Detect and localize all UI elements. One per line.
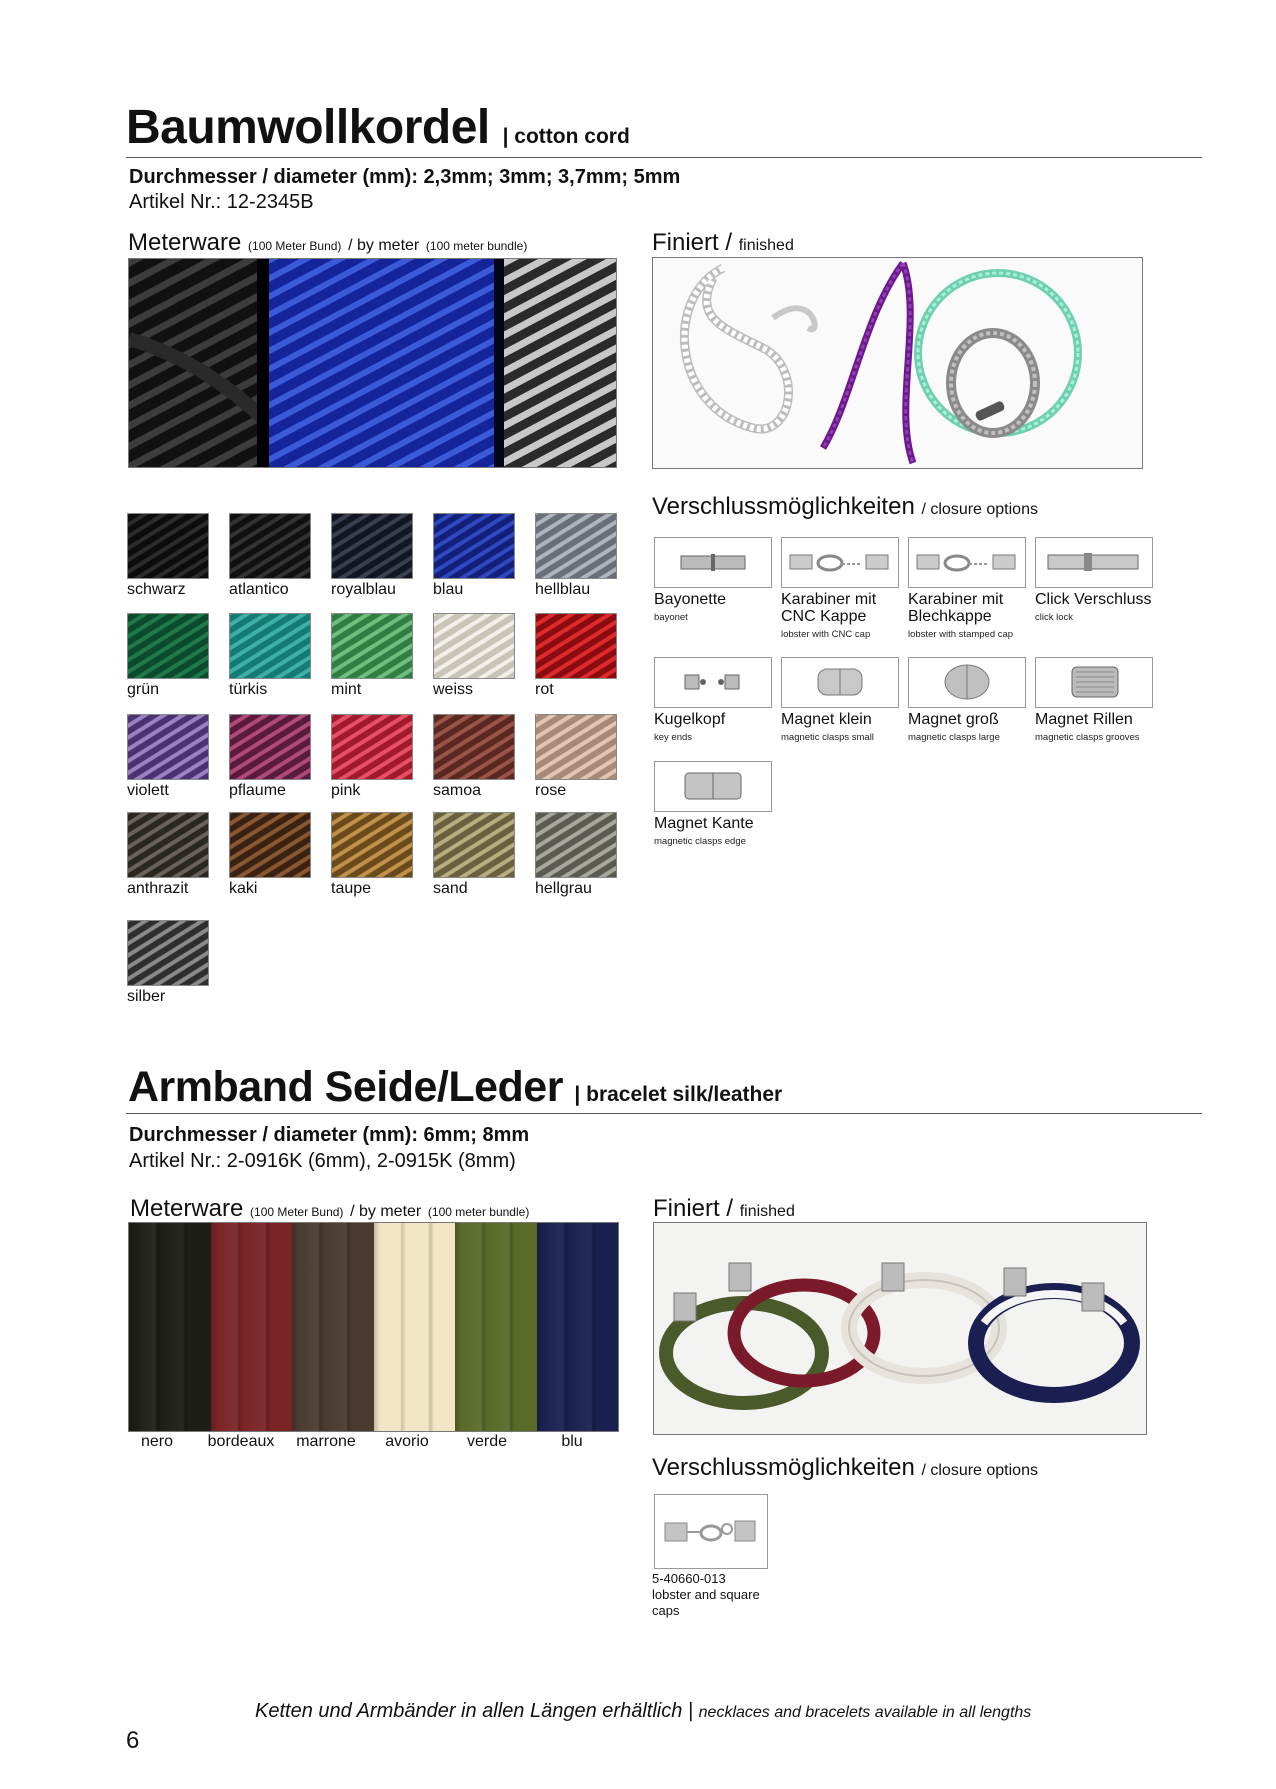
color-swatch xyxy=(331,613,413,679)
color-swatch xyxy=(433,714,515,780)
closure-name xyxy=(654,815,754,832)
section-title-cotton-cord: Baumwollkordel | cotton cord xyxy=(126,101,630,154)
color-swatch xyxy=(127,812,209,878)
closure-option-box xyxy=(781,537,899,588)
band-strip xyxy=(211,1223,293,1431)
color-swatch xyxy=(433,513,515,579)
clasp-icon xyxy=(1036,658,1152,707)
closure-name xyxy=(908,591,1003,625)
page-number: 6 xyxy=(126,1727,140,1754)
closure-name-line: Magnet Rillen xyxy=(1035,711,1133,728)
closure-option-box xyxy=(654,761,772,812)
clasp-icon xyxy=(782,658,898,707)
closure-option-box xyxy=(1035,537,1153,588)
closure-options-heading: Verschlussmöglichkeiten / closure options xyxy=(652,1454,1038,1481)
swatch-label: anthrazit xyxy=(127,880,189,897)
bracelet-bands-photo xyxy=(128,1222,619,1432)
swatch-label: schwarz xyxy=(127,581,186,598)
swatch-label: blau xyxy=(433,581,464,598)
meterware-heading: Meterware (100 Meter Bund) / by meter (100 meter bundle) xyxy=(130,1195,530,1222)
closure-option-box xyxy=(781,657,899,708)
closure-name-line: CNC Kappe xyxy=(781,608,867,625)
swatch-label: kaki xyxy=(229,880,258,897)
color-swatch xyxy=(229,613,311,679)
band-label: verde xyxy=(466,1433,508,1450)
clasp-code: 5-40660-013 xyxy=(652,1571,726,1586)
swatch-label: violett xyxy=(127,782,169,799)
closure-option-box xyxy=(1035,657,1153,708)
color-swatch xyxy=(229,513,311,579)
closure-subtitle: magnetic clasps small xyxy=(781,732,874,743)
color-swatch xyxy=(331,812,413,878)
swatch-label: rose xyxy=(535,782,567,799)
closure-option-box xyxy=(654,657,772,708)
color-swatch xyxy=(433,613,515,679)
closure-name-line: Magnet groß xyxy=(908,711,999,728)
closure-name xyxy=(1035,711,1133,728)
article-number: Artikel Nr.: 12-2345B xyxy=(129,191,314,213)
lobster-clasp-icon xyxy=(655,1495,767,1568)
swatch-label: hellblau xyxy=(535,581,591,598)
closure-option-box xyxy=(908,537,1026,588)
swatch-label: mint xyxy=(331,681,362,698)
article-number: Artikel Nr.: 2-0916K (6mm), 2-0915K (8mm) xyxy=(129,1150,516,1172)
color-swatch xyxy=(127,920,209,986)
closure-name-line: Magnet klein xyxy=(781,711,872,728)
swatch-label: atlantico xyxy=(229,581,289,598)
swatch-label: grün xyxy=(127,681,160,698)
band-label: nero xyxy=(140,1433,174,1450)
footer-note: Ketten und Armbänder in allen Längen erhältlich | necklaces and bracelets available in all lengths xyxy=(255,1700,1032,1722)
finished-bracelets-photo xyxy=(653,1222,1147,1435)
color-swatch xyxy=(127,613,209,679)
band-label: avorio xyxy=(385,1433,429,1450)
closure-name-line: Bayonette xyxy=(654,591,727,608)
swatch-label: türkis xyxy=(229,681,268,698)
closure-name-line: Blechkappe xyxy=(908,608,992,625)
section-subtitle: | cotton cord xyxy=(502,125,630,148)
finished-necklaces-photo xyxy=(652,257,1143,469)
finished-heading: Finiert / finished xyxy=(652,229,794,256)
closure-subtitle: bayonet xyxy=(654,612,688,623)
necklaces-image xyxy=(653,258,1142,468)
cord-spools-image xyxy=(129,259,616,467)
band-strip xyxy=(129,1223,211,1431)
color-swatch xyxy=(535,714,617,780)
closure-name xyxy=(654,591,726,608)
closure-option-box xyxy=(654,537,772,588)
bracelets-image xyxy=(654,1223,1146,1434)
swatch-label: rot xyxy=(535,681,554,698)
closure-name xyxy=(654,711,725,728)
lobster-square-caps-box xyxy=(654,1494,768,1569)
section-subtitle: | bracelet silk/leather xyxy=(574,1083,783,1106)
closure-name-line: Magnet Kante xyxy=(654,815,754,832)
swatch-label: hellgrau xyxy=(535,880,592,897)
closure-option-box xyxy=(908,657,1026,708)
color-swatch xyxy=(229,812,311,878)
band-label: marrone xyxy=(296,1433,356,1450)
swatch-label: royalblau xyxy=(331,581,396,598)
band-strip xyxy=(455,1223,537,1431)
color-swatch xyxy=(535,613,617,679)
band-strip xyxy=(292,1223,374,1431)
clasp-icon xyxy=(655,762,771,811)
color-swatch xyxy=(331,513,413,579)
cord-spools-photo xyxy=(128,258,617,468)
band-label: blu xyxy=(561,1433,583,1450)
swatch-label: pflaume xyxy=(229,782,286,799)
band-strip xyxy=(537,1223,619,1431)
closure-name-line: Karabiner mit xyxy=(908,591,1004,608)
closure-options-heading: Verschlussmöglichkeiten / closure options xyxy=(652,493,1038,520)
swatch-label: pink xyxy=(331,782,361,799)
clasp-icon xyxy=(782,538,898,587)
clasp-desc: caps xyxy=(652,1603,680,1618)
color-swatch xyxy=(433,812,515,878)
closure-name-line: Karabiner mit xyxy=(781,591,877,608)
closure-subtitle: magnetic clasps large xyxy=(908,732,1000,743)
divider xyxy=(126,157,1202,158)
closure-name xyxy=(781,591,876,625)
clasp-icon xyxy=(909,538,1025,587)
closure-name xyxy=(781,711,872,728)
band-label: bordeaux xyxy=(207,1433,275,1450)
band-strip xyxy=(374,1223,456,1431)
swatch-label: taupe xyxy=(331,880,372,897)
swatch-label: silber xyxy=(127,988,166,1005)
closure-subtitle: magnetic clasps edge xyxy=(654,836,746,847)
finished-heading: Finiert / finished xyxy=(653,1195,795,1222)
diameter-spec: Durchmesser / diameter (mm): 6mm; 8mm xyxy=(129,1124,530,1146)
closure-name xyxy=(908,711,999,728)
color-swatch xyxy=(331,714,413,780)
closure-subtitle: key ends xyxy=(654,732,693,743)
clasp-desc: lobster and square xyxy=(652,1587,760,1602)
closure-subtitle: lobster with CNC cap xyxy=(781,629,871,640)
color-swatch xyxy=(127,513,209,579)
divider xyxy=(126,1113,1202,1114)
clasp-icon xyxy=(655,538,771,587)
closure-subtitle: magnetic clasps grooves xyxy=(1035,732,1140,743)
clasp-icon xyxy=(655,658,771,707)
swatch-label: sand xyxy=(433,880,468,897)
closure-name xyxy=(1035,591,1151,608)
color-swatch xyxy=(535,812,617,878)
color-swatch xyxy=(229,714,311,780)
meterware-heading: Meterware (100 Meter Bund) / by meter (100 meter bundle) xyxy=(128,229,528,256)
color-swatch xyxy=(535,513,617,579)
clasp-icon xyxy=(1036,538,1152,587)
diameter-spec: Durchmesser / diameter (mm): 2,3mm; 3mm; 3,7mm; 5mm xyxy=(129,166,681,188)
swatch-label: samoa xyxy=(433,782,482,799)
section-title-bracelet: Armband Seide/Leder | bracelet silk/leather xyxy=(128,1063,783,1111)
closure-name-line: Kugelkopf xyxy=(654,711,726,728)
clasp-icon xyxy=(909,658,1025,707)
closure-subtitle: lobster with stamped cap xyxy=(908,629,1014,640)
closure-subtitle: click lock xyxy=(1035,612,1074,623)
color-swatch xyxy=(127,714,209,780)
swatch-label: weiss xyxy=(433,681,474,698)
closure-name-line: Click Verschluss xyxy=(1035,591,1152,608)
